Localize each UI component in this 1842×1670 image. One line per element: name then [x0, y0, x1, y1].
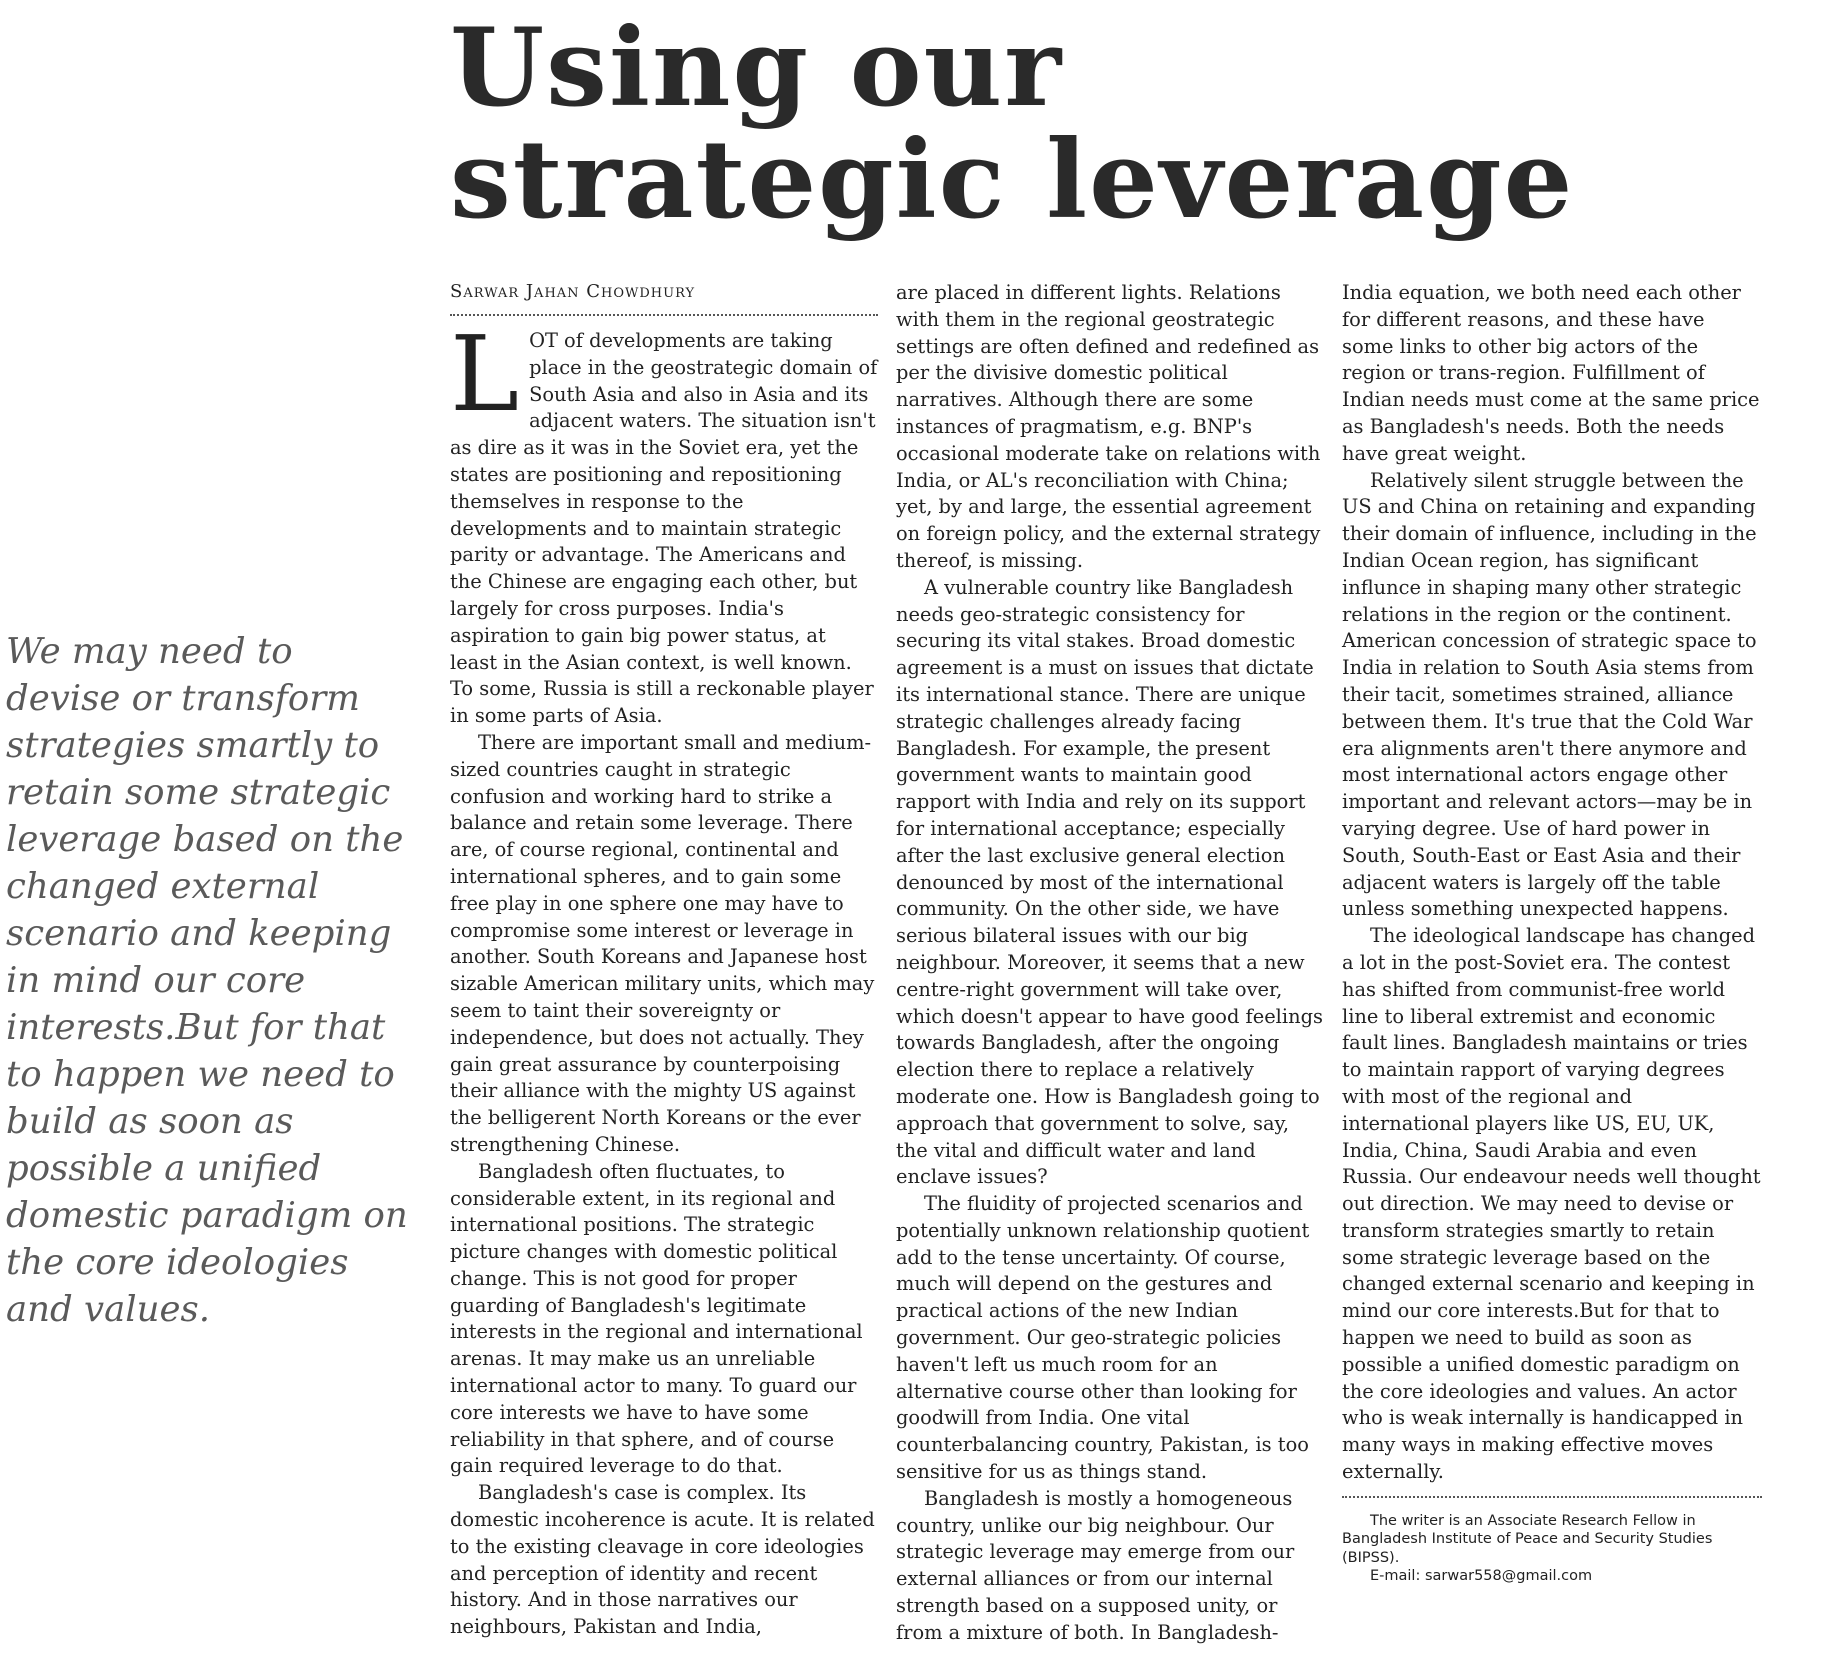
drop-cap: L: [450, 313, 520, 435]
paragraph: are placed in different lights. Relations with them in the regional geostrategic settings are often defined and redefined as per the divisive domestic political narratives. Although there are some instances of pragmatism, e.g. BNP's occasional moderate take on relations with India, or AL's reconciliation with China; yet, by and large, the essential agreement on foreign policy, and the external strategy thereof, is missing.: [896, 281, 1321, 572]
paragraph: There are important small and medium-sized countries caught in strategic confusion and working hard to strike a balance and retain some leverage. There are, of course regional, continental and international spheres, and to gain some free play in one sphere one may have to compromise some interest or leverage in another. South Koreans and Japanese host sizable American military units, which may seem to taint their sovereignty or independence, but does not actually. They gain great assurance by counterpoising their alliance with the mighty US against the belligerent North Koreans or the ever strengthening Chinese.: [450, 730, 875, 1156]
paragraph: A vulnerable country like Bangladesh needs geo-strategic consistency for securing its vital stakes. Broad domestic agreement is a must on issues that dictate its international stance. There are unique strategic challenges already facing Bangladesh. For example, the present government wants to maintain good rapport with India and rely on its support for international acceptance; especially after the last exclusive general election denounced by most of the international community. On the other side, we have serious bilateral issues with our big neighbour. Moreover, it seems that a new centre-right government will take over, which doesn't appear to have good feelings towards Bangladesh, after the ongoing election there to replace a relatively moderate one. How is Bangladesh going to approach that government to solve, say, the vital and difficult water and land enclave issues?: [896, 575, 1323, 1189]
paragraph: The ideological landscape has changed a lot in the post-Soviet era. The contest has shifted from communist-free world line to liberal extremist and economic fault lines. Bangladesh maintains or tries to maintain rapport of varying degrees with most of the regional and international players like US, EU, UK, India, China, Saudi Arabia and even Russia. Our endeavour needs well thought out direction. We may need to devise or transform strategies smartly to retain some strategic leverage based on the changed external scenario and keeping in mind our core interests.But for that to happen we need to build as soon as possible a unified domestic paradigm on the core ideologies and values. An actor who is weak internally is handicapped in many ways in making effective moves externally.: [1342, 924, 1761, 1484]
paragraph: Bangladesh is mostly a homogeneous country, unlike our big neighbour. Our strategic leverage may emerge from our external alliances or from our internal strength based on a supposed unity, or from a mixture of both. In Bangladesh-: [896, 1486, 1295, 1644]
paragraph-text: OT of developments are taking place in the geostrategic domain of South Asia and also in Asia and its adjacent waters. The situation isn't as dire as it was in the Soviet era, yet the states are positioning and repositioning themselves in response to the developments and to maintain strategic parity or advantage. The Americans and the Chinese are engaging each other, but largely for cross purposes. India's aspiration to gain big power status, at least in the Asian context, is well known. To some, Russia is still a reckonable player in some parts of Asia.: [450, 329, 878, 728]
author-note: The writer is an Associate Research Fellow in Bangladesh Institute of Peace and Security Studies (BIPSS).: [1342, 1512, 1713, 1566]
byline: Sarwar Jahan Chowdhury: [450, 281, 696, 302]
paragraph: Bangladesh's case is complex. Its domestic incoherence is acute. It is related to the existing cleavage in core ideologies and perception of identity and recent history. And in those narratives our neighbours, Pakistan and India,: [450, 1481, 875, 1639]
pull-quote: We may need to devise or transform strategies smartly to retain some strategic leverage based on the changed external scenario and keeping in mind our core interests.But for that to happen we need to build as soon as possible a unified domestic paradigm on the core ideologies and values.: [6, 631, 408, 1330]
paragraph: Bangladesh often fluctuates, to considerable extent, in its regional and international positions. The strategic picture changes with domestic political change. This is not good for proper guarding of Bangladesh's legitimate interests in the regional and international arenas. It may make us an unreliable international actor to many. To guard our core interests we have to have some reliability in that sphere, and of course gain required leverage to do that.: [450, 1159, 863, 1478]
footer-divider: [1342, 1496, 1762, 1498]
paragraph: India equation, we both need each other for different reasons, and these have some links to other big actors of the region or trans-region. Fulfillment of Indian needs must come at the same price as Bangladesh's needs. Both the needs have great weight.: [1342, 281, 1760, 465]
paragraph: [450, 313, 878, 730]
article-column-3: [1342, 280, 1762, 1586]
article-column-1: [450, 280, 878, 1641]
paragraph: The fluidity of projected scenarios and potentially unknown relationship quotient add to the tense uncertainty. Of course, much will depend on the gestures and practical actions of the new Indian government. Our geo-strategic policies haven't left us much room for an alternative course other than looking for goodwill from India. One vital counterbalancing country, Pakistan, is too sensitive for us as things stand.: [896, 1192, 1310, 1484]
paragraph: Relatively silent struggle between the US and China on retaining and expanding their domain of influence, including in the Indian Ocean region, has significant influnce in shaping many other strategic relations in the region or the continent. American concession of strategic space to India in relation to South Asia stems from their tacit, sometimes strained, alliance between them. It's true that the Cold War era alignments aren't there anymore and most international actors engage other important and relevant actors—may be in varying degree. Use of hard power in South, South-East or East Asia and their adjacent waters is largely off the table unless something unexpected happens.: [1342, 468, 1757, 921]
headline: Using our strategic leverage: [450, 5, 1575, 243]
author-email: E-mail: sarwar558@gmail.com: [1370, 1568, 1593, 1585]
article-column-2: [896, 280, 1324, 1647]
